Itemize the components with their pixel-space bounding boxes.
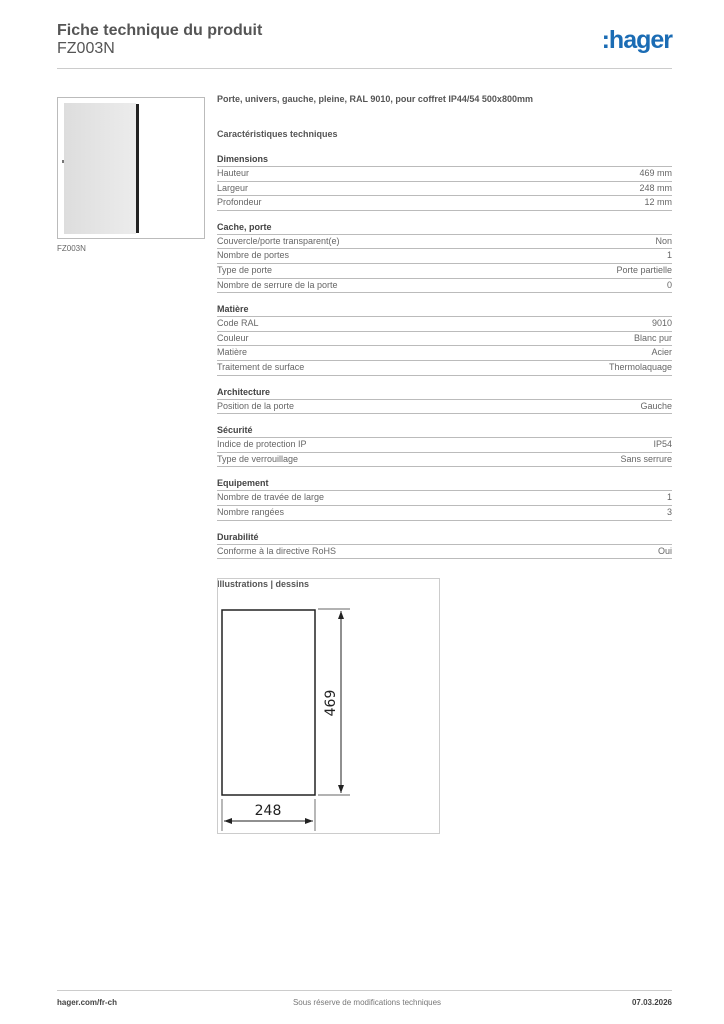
section-heading: Sécurité	[217, 424, 672, 438]
spec-section	[217, 424, 672, 467]
door-edge	[136, 104, 139, 233]
spec-value: 1	[666, 250, 672, 261]
spec-value: Gauche	[640, 400, 672, 411]
spec-row	[217, 264, 672, 279]
product-description: Porte, univers, gauche, pleine, RAL 9010, pour coffret IP44/54 500x800mm	[217, 94, 533, 104]
spec-section	[217, 477, 672, 520]
illustrations-title: Illustrations | dessins	[217, 579, 310, 590]
spec-row	[217, 346, 672, 361]
footer-divider	[57, 990, 672, 991]
footer-date: 07.03.2026	[631, 998, 672, 1007]
footer-website[interactable]: hager.com/fr-ch	[57, 998, 118, 1007]
section-heading: Cache, porte	[217, 221, 672, 235]
spec-section	[217, 303, 672, 375]
spec-label: Couleur	[217, 332, 249, 343]
spec-section	[217, 153, 672, 211]
spec-label: Code RAL	[217, 318, 259, 329]
spec-row	[217, 167, 672, 182]
spec-section	[217, 386, 672, 415]
door-hinge	[62, 160, 64, 163]
spec-value: Non	[655, 235, 672, 246]
spec-row	[217, 545, 672, 560]
spec-value: 9010	[651, 318, 672, 329]
spec-row	[217, 196, 672, 211]
section-heading: Durabilité	[217, 531, 672, 545]
header-divider	[57, 68, 672, 69]
spec-label: Type de verrouillage	[217, 453, 299, 464]
image-caption: FZ003N	[57, 244, 86, 253]
width-label: 248	[254, 803, 282, 819]
spec-value: IP54	[653, 439, 672, 450]
spec-sections	[217, 153, 672, 559]
spec-value: 469 mm	[639, 168, 672, 178]
product-image	[57, 97, 205, 239]
spec-label: Nombre de serrure de la porte	[217, 279, 338, 290]
product-code: FZ003N	[57, 40, 115, 57]
spec-label: Indice de protection IP	[217, 439, 307, 450]
spec-label: Couvercle/porte transparent(e)	[217, 235, 340, 246]
hager-logo: :hager	[601, 26, 672, 54]
spec-row	[217, 317, 672, 332]
spec-value: 12 mm	[644, 197, 672, 208]
footer-notice: Sous réserve de modifications techniques	[292, 998, 442, 1007]
spec-row	[217, 506, 672, 521]
section-heading: Equipement	[217, 477, 672, 491]
spec-row	[217, 453, 672, 468]
spec-row	[217, 332, 672, 347]
spec-value: Sans serrure	[620, 453, 672, 464]
page-title: Fiche technique du produit	[57, 22, 263, 39]
spec-row	[217, 279, 672, 294]
spec-value: 3	[666, 506, 672, 517]
spec-label: Conforme à la directive RoHS	[217, 545, 337, 556]
spec-row	[217, 438, 672, 453]
spec-section	[217, 221, 672, 293]
spec-value: 248 mm	[639, 182, 672, 193]
spec-row	[217, 361, 672, 376]
spec-label: Nombre rangées	[217, 506, 285, 517]
section-heading: Matière	[217, 303, 672, 317]
spec-label: Matière	[217, 347, 248, 358]
spec-label: Nombre de travée de large	[217, 492, 325, 503]
spec-label: Traitement de surface	[217, 361, 305, 372]
section-heading: Dimensions	[217, 153, 672, 167]
spec-row	[217, 249, 672, 264]
spec-section	[217, 531, 672, 560]
spec-row	[217, 235, 672, 250]
spec-value: 1	[666, 492, 672, 503]
spec-value: Thermolaquage	[608, 361, 672, 372]
spec-row	[217, 182, 672, 197]
door-outline	[222, 610, 315, 795]
spec-row	[217, 400, 672, 415]
spec-value: Acier	[651, 347, 672, 358]
spec-label: Largeur	[217, 182, 249, 193]
spec-label: Nombre de portes	[217, 250, 290, 261]
spec-label: Hauteur	[217, 168, 250, 178]
dimension-drawing	[217, 578, 440, 834]
specs-title: Caractéristiques techniques	[217, 129, 338, 139]
specs	[217, 94, 672, 593]
spec-value: Porte partielle	[616, 264, 672, 275]
spec-value: Blanc pur	[633, 332, 672, 343]
spec-row	[217, 491, 672, 506]
spec-label: Position de la porte	[217, 400, 295, 411]
spec-label: Type de porte	[217, 264, 273, 275]
door-panel	[64, 103, 136, 234]
spec-value: 0	[666, 279, 672, 290]
section-heading: Architecture	[217, 386, 672, 400]
spec-label: Profondeur	[217, 197, 262, 208]
spec-value: Oui	[657, 545, 672, 556]
height-label: 469	[323, 689, 339, 717]
